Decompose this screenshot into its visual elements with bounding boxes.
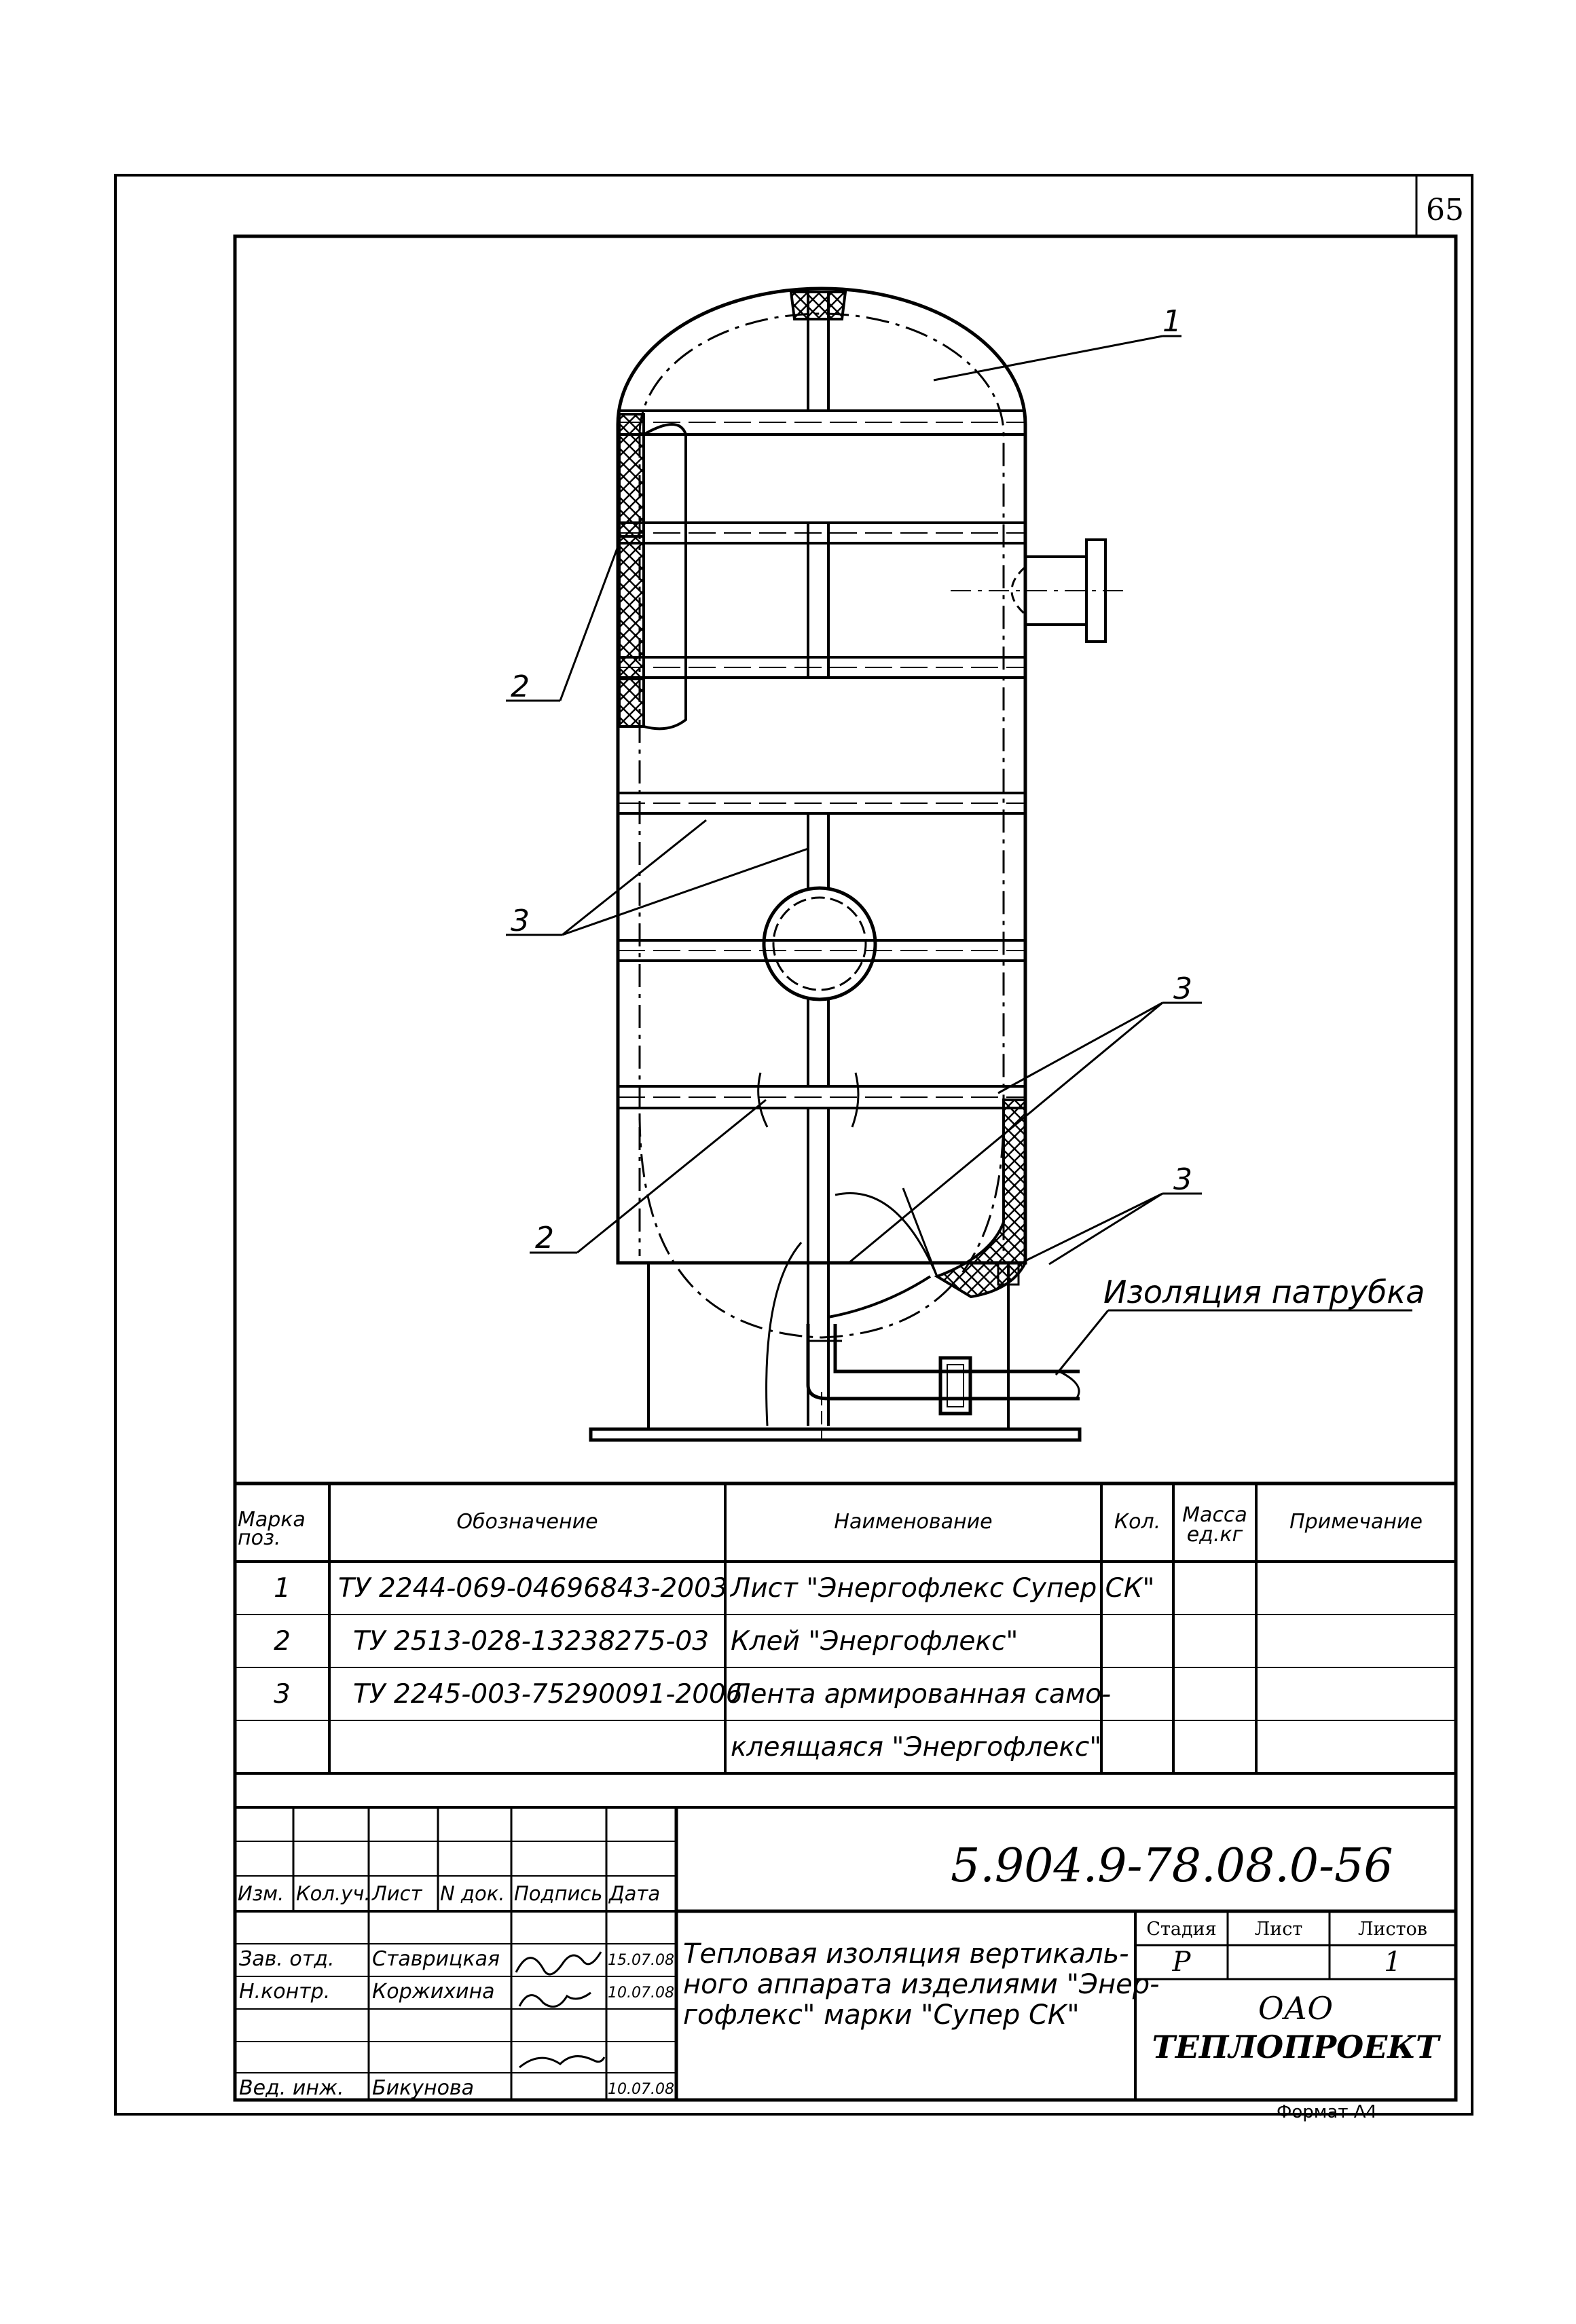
header-mass: Масса ед.кг xyxy=(1182,1503,1247,1547)
signer-name: Коржихина xyxy=(372,1980,495,2004)
sheet-frames xyxy=(115,175,1472,2114)
stage-value: Р xyxy=(1172,1947,1191,1978)
vessel-drawing xyxy=(591,289,1127,1440)
row-designation: ТУ 2513-028-13238275-03 xyxy=(353,1626,710,1657)
callout-pos-2-top: 2 xyxy=(511,669,530,704)
signer-date: 10.07.08 xyxy=(608,2081,674,2098)
row-name: Лист "Энергофлекс Супер СК" xyxy=(731,1573,1155,1604)
callout-pos-3-left: 3 xyxy=(511,904,530,938)
page-number: 65 xyxy=(1426,193,1464,227)
format-label: Формат А4 xyxy=(1277,2102,1378,2122)
header-name: Наименование xyxy=(834,1510,993,1534)
sheets-value: 1 xyxy=(1384,1947,1401,1978)
signer-name: Ставрицкая xyxy=(372,1947,500,1971)
col-kol-uch: Кол.уч. xyxy=(296,1882,371,1905)
row-designation: ТУ 2244-069-04696843-2003 xyxy=(338,1573,728,1604)
signer-date: 15.07.08 xyxy=(608,1952,674,1969)
row-name: клеящаяся "Энергофлекс" xyxy=(731,1732,1102,1763)
row-name: Лента армированная само- xyxy=(731,1679,1112,1710)
col-podpis: Подпись xyxy=(514,1882,603,1905)
col-data: Дата xyxy=(609,1882,661,1905)
header-designation: Обозначение xyxy=(456,1510,598,1534)
signer-role: Н.контр. xyxy=(239,1980,331,2004)
signer-name: Бикунова xyxy=(372,2076,474,2100)
drawing-title-line-1: Тепловая изоляция вертикаль- xyxy=(683,1938,1129,1970)
stage-header: Стадия xyxy=(1146,1919,1217,1940)
callout-pos-3-right-top: 3 xyxy=(1173,972,1192,1006)
header-mark: Марка поз. xyxy=(238,1508,306,1550)
row-mark: 1 xyxy=(274,1573,291,1604)
row-mark: 2 xyxy=(274,1626,291,1657)
sheet-header: Лист xyxy=(1254,1919,1303,1940)
organization-line-2: ТЕПЛОПРОЕКТ xyxy=(1152,2029,1440,2065)
signer-role: Вед. инж. xyxy=(239,2076,344,2100)
callout-pos-3-right-bottom: 3 xyxy=(1173,1162,1192,1197)
callout-pos-1: 1 xyxy=(1162,304,1181,339)
drawing-title-line-2: ного аппарата изделиями "Энер- xyxy=(683,1969,1160,2000)
callout-pos-2-bottom: 2 xyxy=(535,1221,554,1255)
col-izm: Изм. xyxy=(238,1882,285,1905)
drawing-title-line-3: гофлекс" марки "Супер СК" xyxy=(683,1999,1080,2031)
signer-date: 10.07.08 xyxy=(608,1985,674,2002)
row-mark: 3 xyxy=(274,1679,291,1710)
header-qty: Кол. xyxy=(1114,1510,1161,1534)
signer-role: Зав. отд. xyxy=(239,1947,335,1971)
organization-line-1: ОАО xyxy=(1258,1990,1334,2027)
col-n-dok: N док. xyxy=(440,1882,505,1905)
nozzle-insulation-label: Изоляция патрубка xyxy=(1103,1274,1425,1310)
header-note: Примечание xyxy=(1289,1510,1423,1534)
row-designation: ТУ 2245-003-75290091-2006 xyxy=(353,1679,743,1710)
col-list: Лист xyxy=(372,1882,422,1905)
document-number: 5.904.9-78.08.0-56 xyxy=(951,1839,1393,1893)
sheets-header: Листов xyxy=(1357,1919,1428,1940)
row-name: Клей "Энергофлекс" xyxy=(731,1626,1019,1657)
